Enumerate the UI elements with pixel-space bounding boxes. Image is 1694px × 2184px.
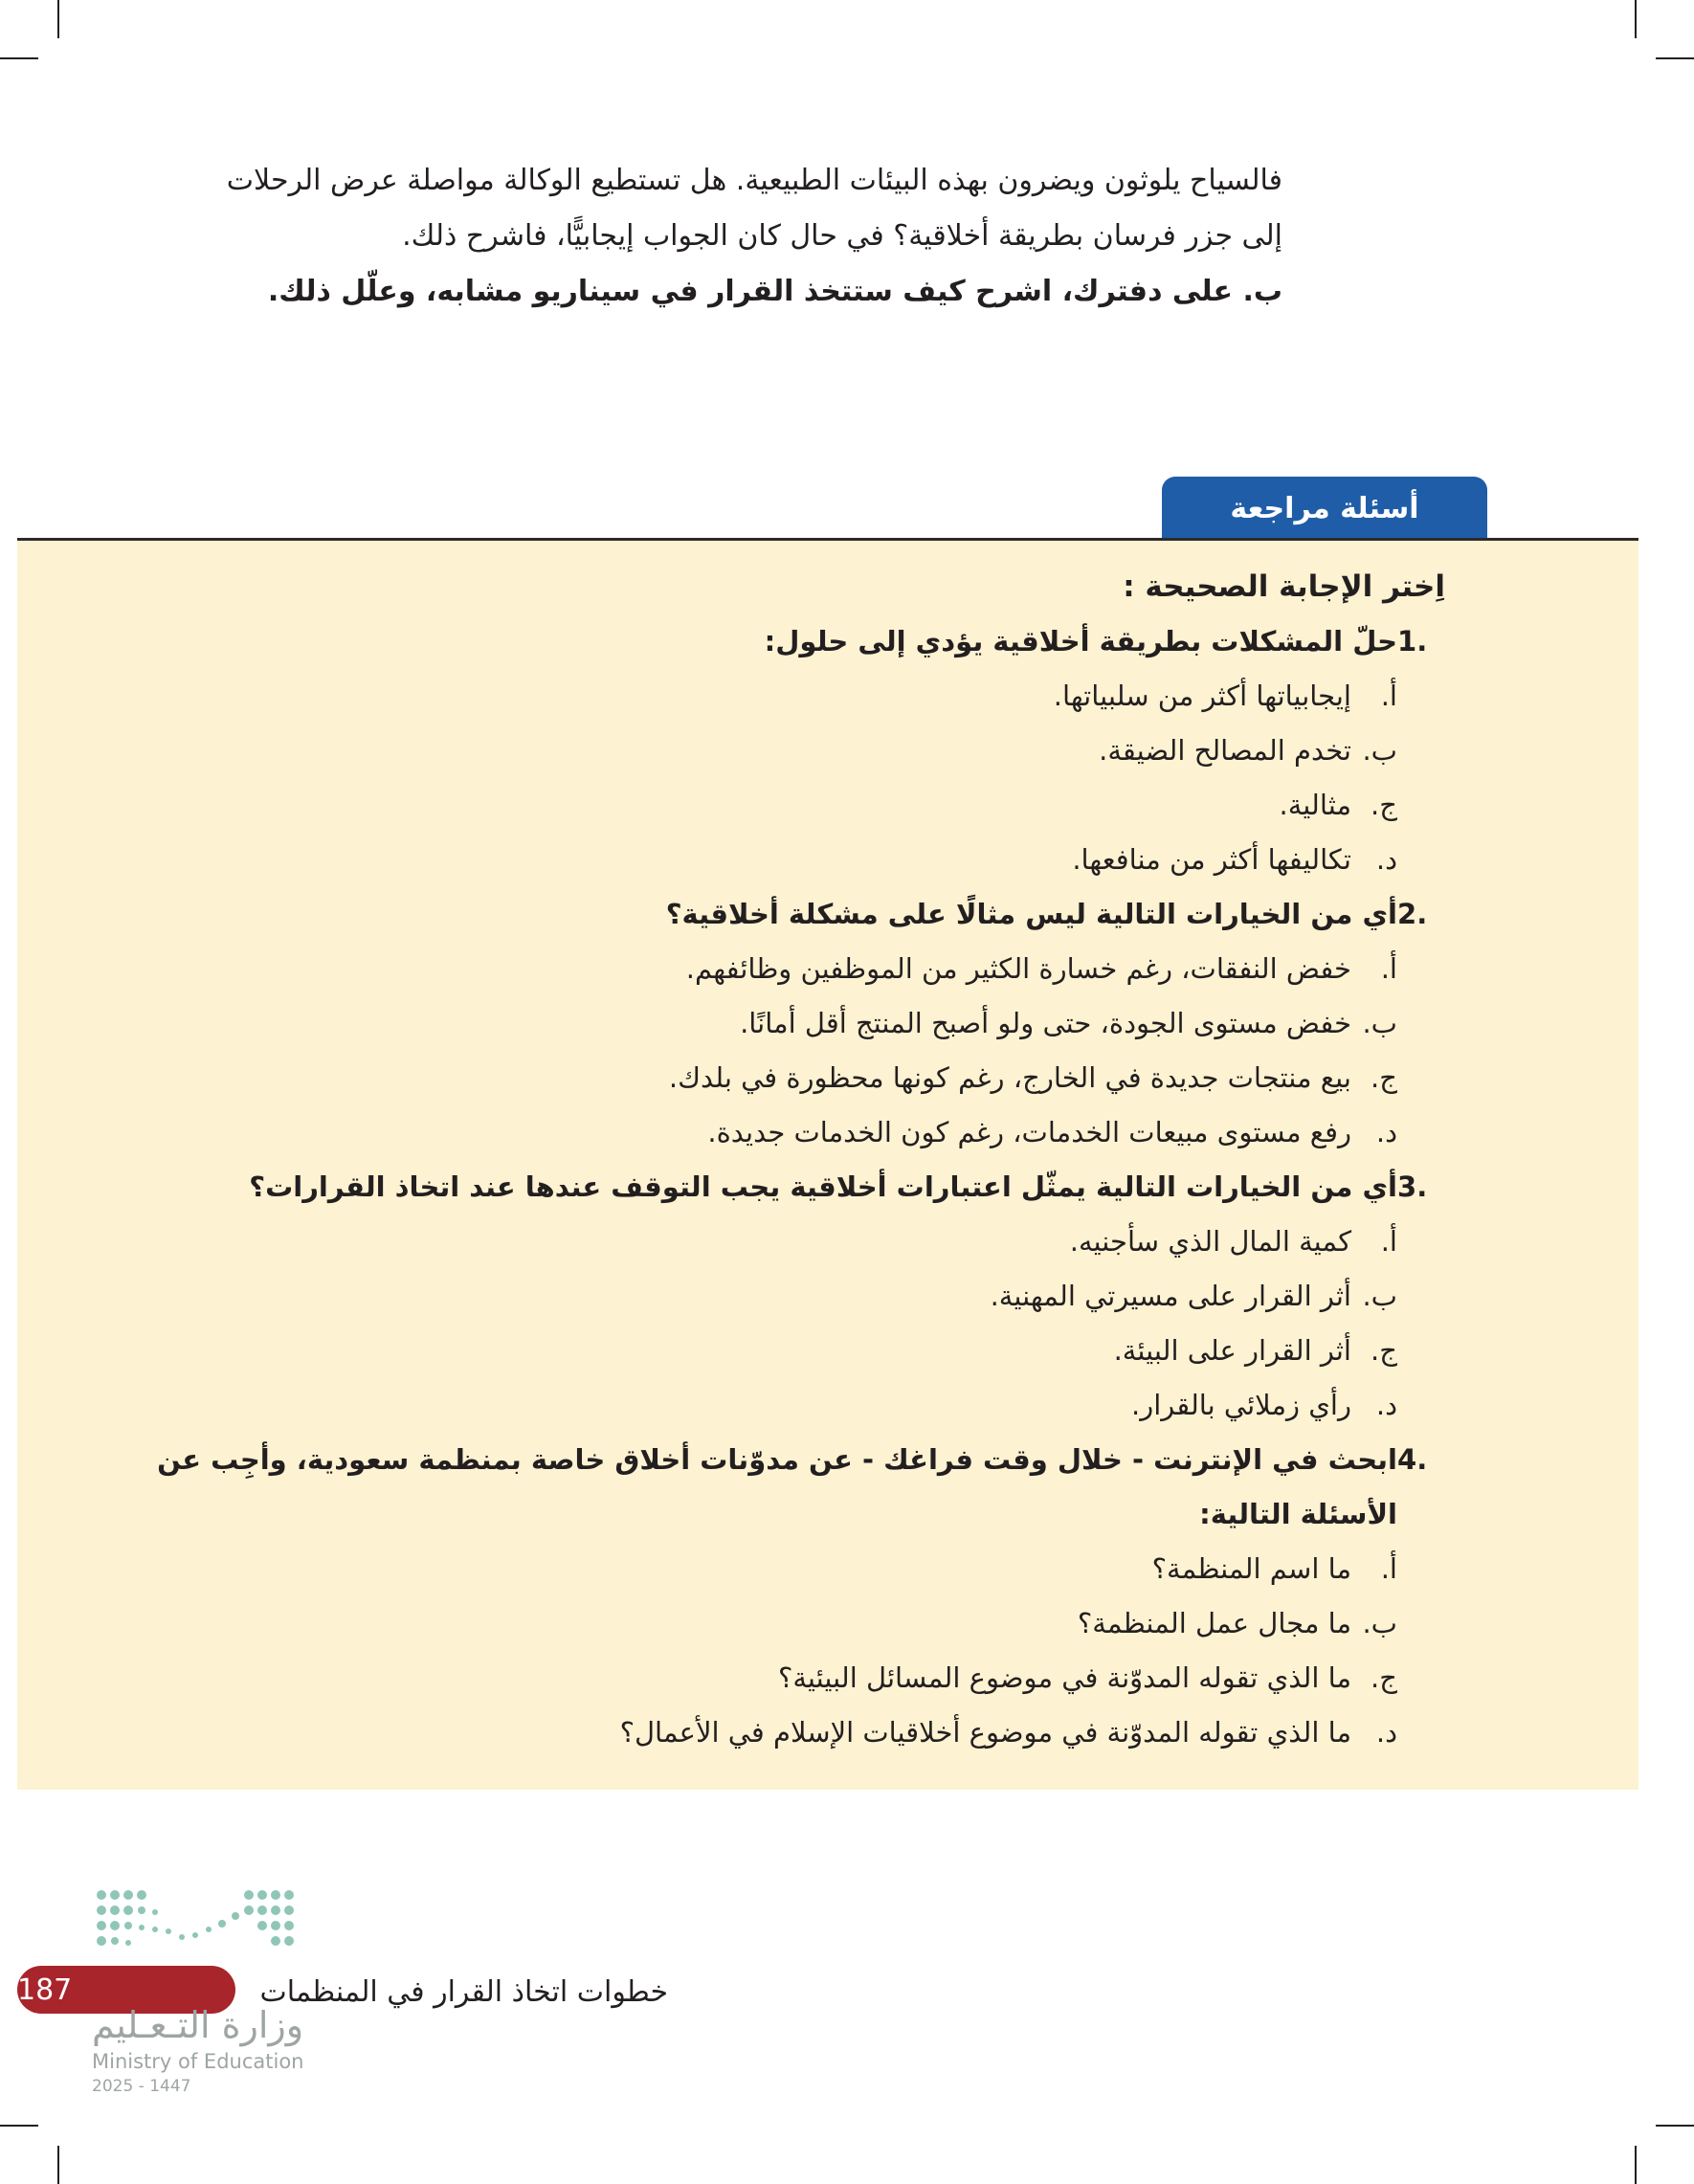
- question-2: [57, 887, 1445, 1160]
- crop-mark: [57, 0, 59, 38]
- option-text: تخدم المصالح الضيقة.: [1099, 734, 1351, 767]
- option-letter: ب.: [1362, 1607, 1397, 1639]
- option: [57, 1378, 1445, 1433]
- option: [57, 724, 1445, 778]
- option: [57, 942, 1445, 996]
- option-letter: ج.: [1371, 1061, 1397, 1094]
- question-number: .4: [1397, 1443, 1428, 1476]
- question-text: أي من الخيارات التالية ليس مثالًا على مشكلة أخلاقية؟: [665, 898, 1397, 930]
- option: [57, 996, 1445, 1051]
- option-letter: ب.: [1362, 1007, 1397, 1039]
- crop-mark: [1635, 2146, 1637, 2184]
- ministry-name-arabic: وزارة التـعـليم: [92, 2004, 304, 2046]
- chapter-title: خطوات اتخاذ القرار في المنظمات: [259, 1975, 668, 2009]
- option-letter: د.: [1375, 1389, 1397, 1421]
- questions-list: [57, 563, 1445, 1760]
- intro-line: إلى جزر فرسان بطريقة أخلاقية؟ في حال كان الجواب إيجابيًّا، فاشرح ذلك.: [402, 219, 1282, 253]
- option-text: إيجابياتها أكثر من سلبياتها.: [1053, 680, 1351, 712]
- question-number: .3: [1397, 1170, 1428, 1203]
- option-text: أثر القرار على مسيرتي المهنية.: [990, 1280, 1351, 1312]
- crop-mark: [1635, 0, 1637, 38]
- option-letter: أ.: [1380, 1225, 1397, 1258]
- option-letter: ب.: [1362, 734, 1397, 767]
- option-letter: ج.: [1371, 1661, 1397, 1694]
- intro-paragraph: [38, 153, 1282, 320]
- question-text: ابحث في الإنترنت - خلال وقت فراغك - عن مدوّنات أخلاق خاصة بمنظمة سعودية، وأجِب عن الأسئلة التالية:: [157, 1443, 1397, 1530]
- option-text: تكاليفها أكثر من منافعها.: [1072, 843, 1351, 876]
- option-text: ما الذي تقوله المدوّنة في موضوع المسائل البيئية؟: [777, 1661, 1351, 1694]
- option-text: خفض النفقات، رغم خسارة الكثير من الموظفين وظائفهم.: [685, 952, 1351, 985]
- intro-task-line: ب. على دفترك، اشرح كيف ستتخذ القرار في سيناريو مشابه، وعلّل ذلك.: [267, 275, 1282, 308]
- page-number: 187: [17, 1972, 73, 2007]
- option-text: ما الذي تقوله المدوّنة في موضوع أخلاقيات الإسلام في الأعمال؟: [619, 1716, 1351, 1749]
- question-1: [57, 614, 1445, 887]
- option-letter: ج.: [1371, 1334, 1397, 1367]
- question-number: .1: [1397, 625, 1428, 657]
- option: [57, 1105, 1445, 1160]
- instruction-heading: اِختر الإجابة الصحيحة :: [1123, 569, 1445, 604]
- option: [57, 778, 1445, 833]
- option: [57, 1705, 1445, 1760]
- option-letter: د.: [1375, 1716, 1397, 1749]
- question-3: [57, 1160, 1445, 1433]
- option: [57, 1215, 1445, 1269]
- question-number: .2: [1397, 898, 1428, 930]
- option: [57, 1269, 1445, 1324]
- question-text: أي من الخيارات التالية يمثّل اعتبارات أخلاقية يجب التوقف عندها عند اتخاذ القرارات؟: [249, 1170, 1397, 1203]
- review-questions-tab: أسئلة مراجعة: [1162, 477, 1487, 540]
- ministry-logo-dots-icon: [92, 1885, 302, 1964]
- option-text: مثالية.: [1279, 789, 1351, 821]
- option: [57, 833, 1445, 887]
- option-letter: د.: [1375, 843, 1397, 876]
- option: [57, 1596, 1445, 1651]
- option-text: رفع مستوى مبيعات الخدمات، رغم كون الخدمات جديدة.: [707, 1116, 1351, 1148]
- option: [57, 1542, 1445, 1596]
- option-letter: ج.: [1371, 789, 1397, 821]
- option: [57, 1324, 1445, 1378]
- option: [57, 669, 1445, 724]
- edition-year: 2025 - 1447: [92, 2077, 191, 2096]
- option-text: رأي زملائي بالقرار.: [1131, 1389, 1351, 1421]
- option-letter: أ.: [1380, 1552, 1397, 1585]
- option-text: خفض مستوى الجودة، حتى ولو أصبح المنتج أقل أمانًا.: [740, 1007, 1351, 1039]
- crop-mark: [57, 2146, 59, 2184]
- option-text: ما اسم المنظمة؟: [1151, 1552, 1351, 1585]
- question-text: حلّ المشكلات بطريقة أخلاقية يؤدي إلى حلول:: [764, 625, 1397, 657]
- option: [57, 1651, 1445, 1705]
- crop-mark: [1656, 57, 1694, 59]
- question-4: [57, 1433, 1445, 1760]
- option-text: كمية المال الذي سأجنيه.: [1069, 1225, 1351, 1258]
- ministry-name-english: Ministry of Education: [92, 2050, 304, 2073]
- option-letter: أ.: [1380, 680, 1397, 712]
- option-text: ما مجال عمل المنظمة؟: [1077, 1607, 1351, 1639]
- intro-line: فالسياح يلوثون ويضرون بهذه البيئات الطبيعية. هل تستطيع الوكالة مواصلة عرض الرحلات: [226, 164, 1282, 197]
- option-letter: د.: [1375, 1116, 1397, 1148]
- option-letter: أ.: [1380, 952, 1397, 985]
- crop-mark: [1656, 2125, 1694, 2127]
- option-letter: ب.: [1362, 1280, 1397, 1312]
- option: [57, 1051, 1445, 1105]
- option-text: بيع منتجات جديدة في الخارج، رغم كونها محظورة في بلدك.: [668, 1061, 1351, 1094]
- crop-mark: [0, 57, 38, 59]
- crop-mark: [0, 2125, 38, 2127]
- option-text: أثر القرار على البيئة.: [1113, 1334, 1351, 1367]
